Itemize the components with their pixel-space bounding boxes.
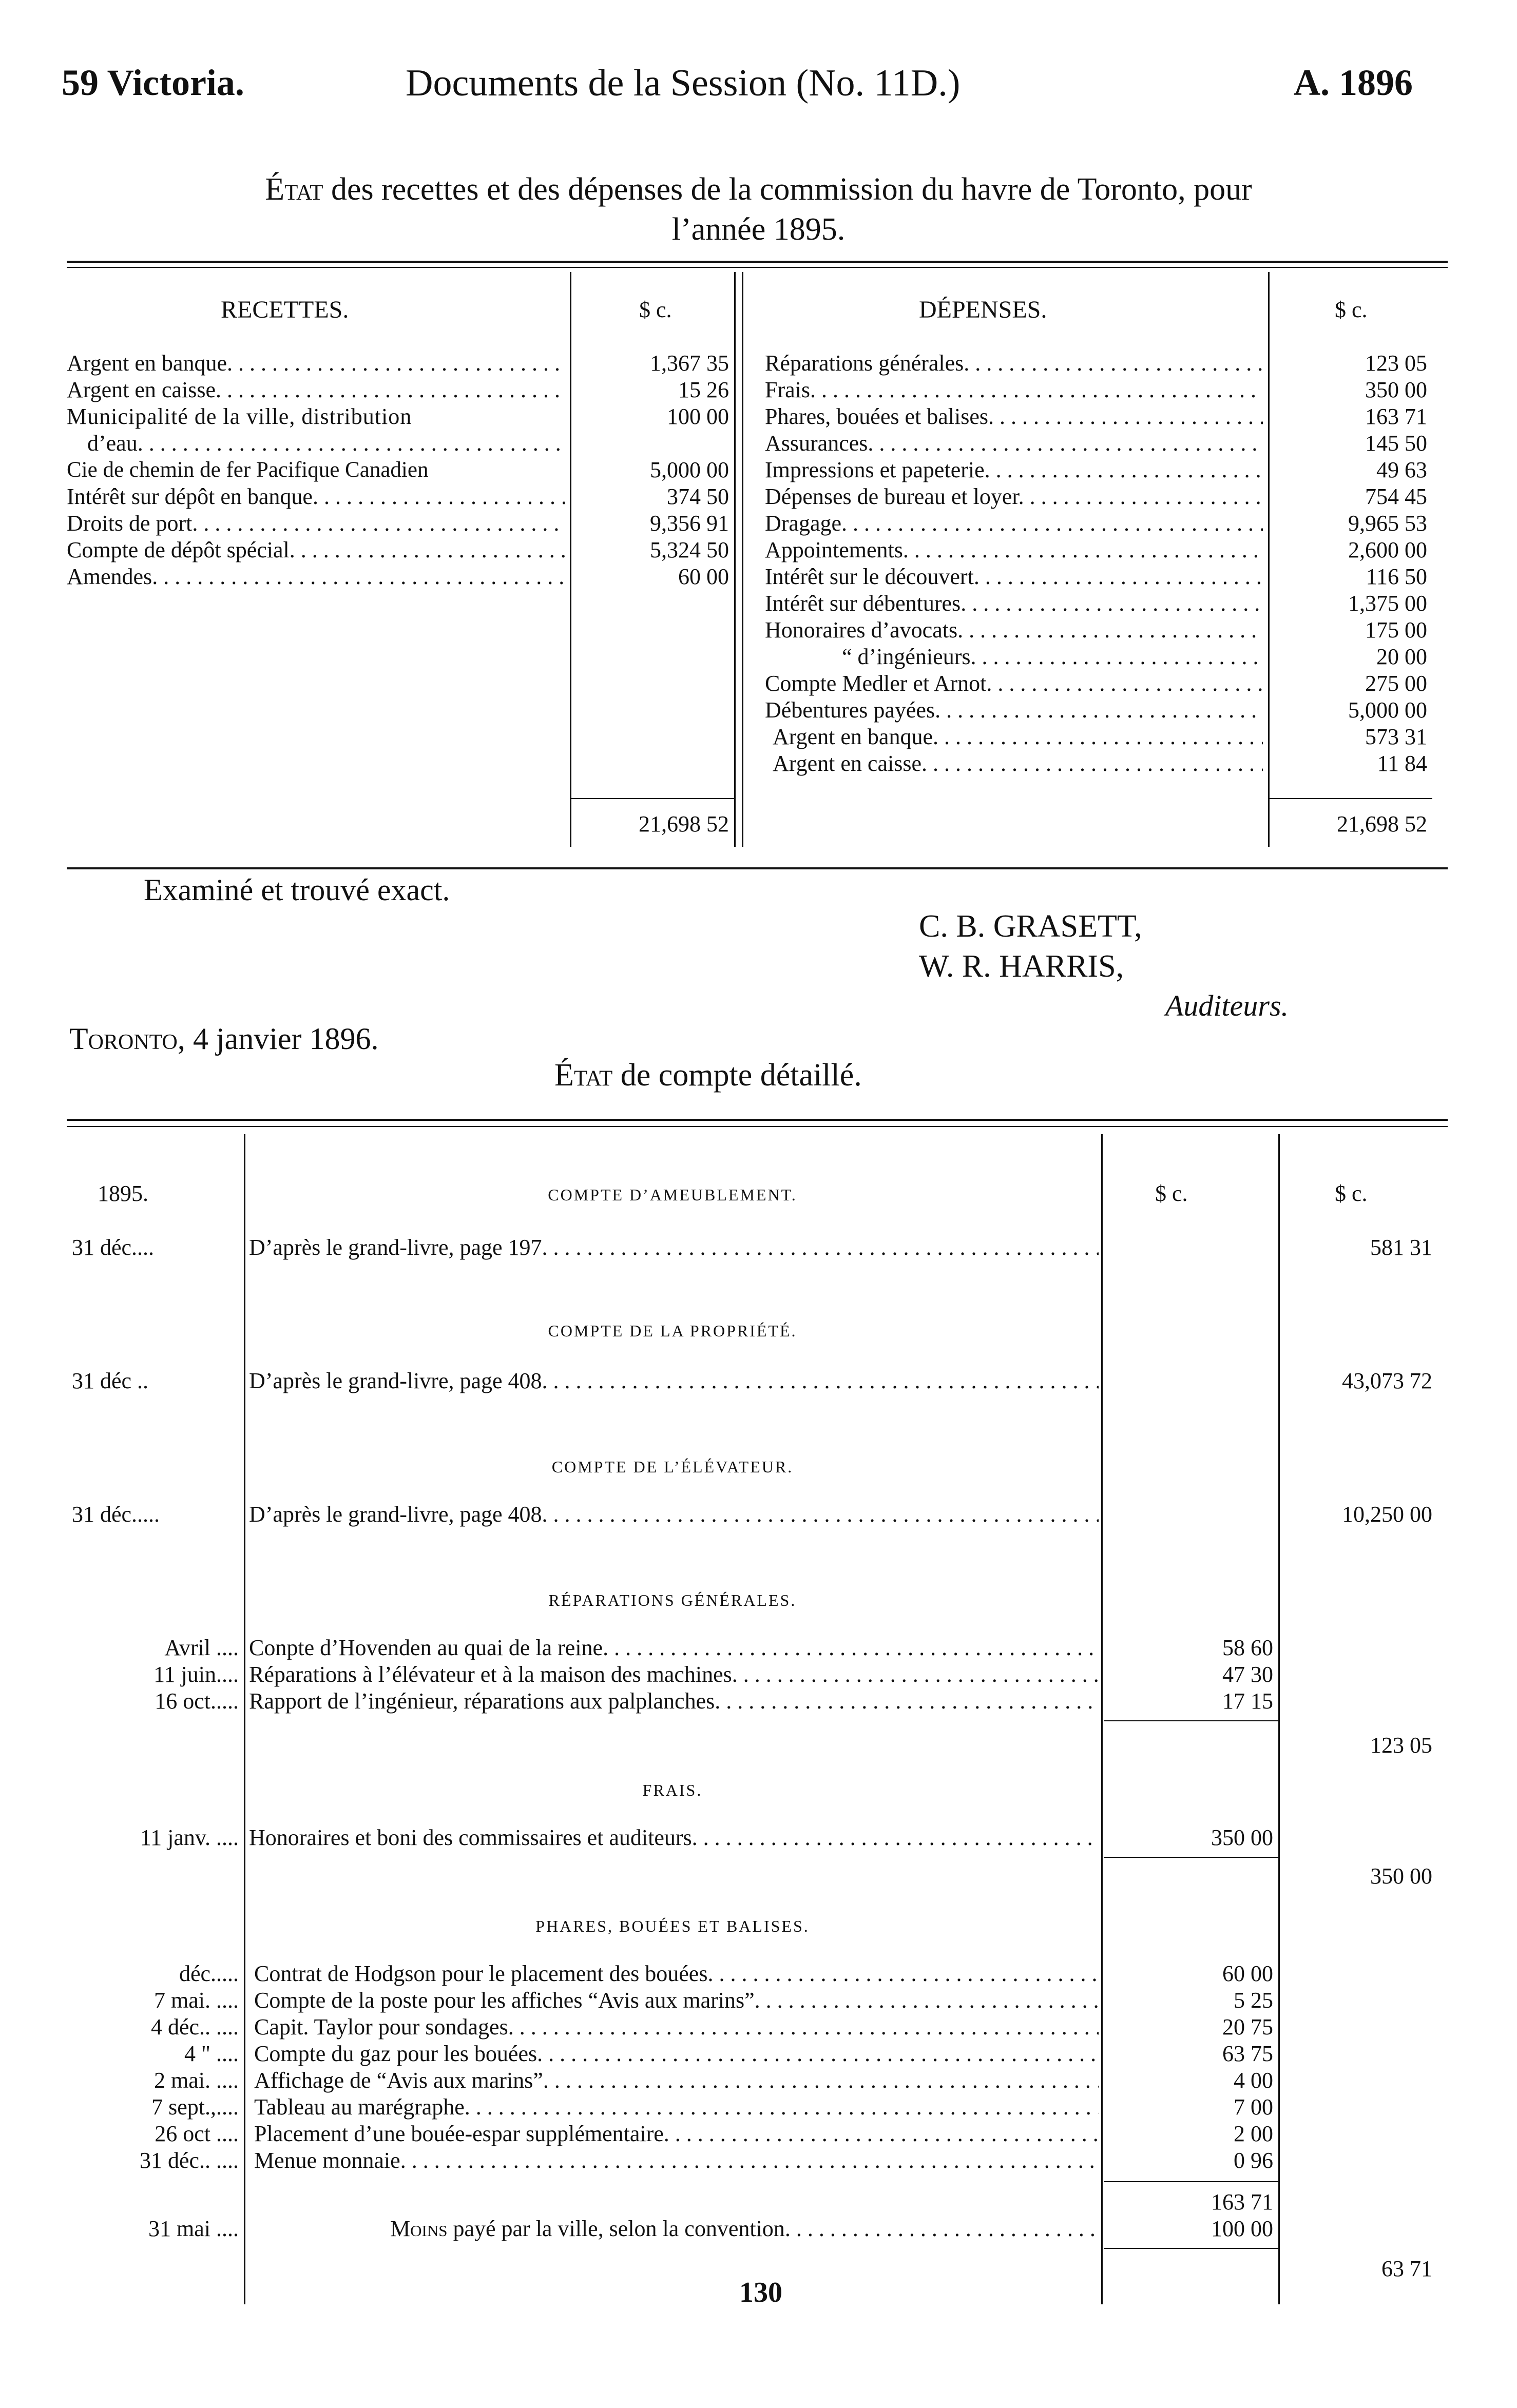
detail-entry: Conpte d’Hovenden au quai de la reine . . . (249, 1635, 1099, 1661)
detail-entry: Rapport de l’ingénieur, réparations aux palplanches . . . (249, 1688, 1099, 1715)
detail-total: 43,073 72 (1342, 1368, 1432, 1393)
recettes-row: Municipalité de la ville, distribution (67, 404, 412, 429)
depenses-row: Assurances . . . (765, 430, 1263, 457)
phares-subtotal-rule (1104, 2181, 1278, 2182)
summary-col-rule-2 (734, 272, 736, 847)
section-heading-elevateur: COMPTE DE L’ÉLÉVATEUR. (551, 1458, 794, 1476)
section-total-frais: 350 00 (1370, 1863, 1432, 1889)
depenses-amount: 123 05 (1365, 351, 1427, 376)
depenses-currency-heading: $ c. (1335, 297, 1368, 322)
detail-top-rule-2 (67, 1126, 1448, 1127)
auditor-name-2: W. R. HARRIS, (919, 949, 1124, 984)
recettes-amount: 60 00 (678, 564, 729, 589)
depenses-amount: 20 00 (1376, 644, 1427, 669)
section-heading-ameublement: COMPTE D’AMEUBLEMENT. (548, 1186, 797, 1204)
recettes-currency-heading: $ c. (639, 297, 672, 322)
depenses-row: Réparations générales . . . (765, 350, 1263, 377)
depenses-amount: 116 50 (1366, 564, 1427, 589)
title-rest: des recettes et des dépenses de la commission du havre de Toronto, pour (323, 172, 1252, 207)
depenses-amount: 9,965 53 (1348, 511, 1427, 536)
depenses-amount: 754 45 (1365, 484, 1427, 509)
section-heading-reparations: RÉPARATIONS GÉNÉRALES. (548, 1591, 797, 1609)
depenses-row: Frais . . . (765, 377, 1263, 403)
recettes-row: Droits de port . . . (67, 510, 565, 537)
detail-amount: 7 00 (1234, 2094, 1273, 2120)
detail-amount: 47 30 (1222, 1662, 1273, 1687)
phares-subtotal: 163 71 (1211, 2189, 1273, 2215)
detail-total: 581 31 (1370, 1235, 1432, 1260)
detail-amount: 60 00 (1222, 1961, 1273, 1986)
recettes-row: Intérêt sur dépôt en banque . . . (67, 483, 565, 510)
recettes-amount: 100 00 (667, 404, 729, 429)
examined-statement: Examiné et trouvé exact. (144, 873, 450, 907)
depenses-amount: 175 00 (1365, 617, 1427, 643)
detail-amount: 5 25 (1234, 1988, 1273, 2013)
place-name: Toronto (69, 1022, 178, 1056)
depenses-amount: 49 63 (1376, 457, 1427, 482)
date-text: , 4 janvier 1896. (177, 1022, 379, 1056)
recettes-amount: 1,367 35 (650, 351, 729, 376)
summary-bottom-rule (67, 867, 1448, 869)
summary-col-rule-4 (1268, 272, 1270, 847)
depenses-row: Compte Medler et Arnot . . . (765, 670, 1263, 697)
depenses-row: Intérêt sur le découvert . . . (765, 564, 1263, 590)
detail-entry: Compte du gaz pour les bouées . . . (254, 2041, 1099, 2067)
detail-title (554, 1057, 862, 1094)
recettes-row: Argent en banque . . . (67, 350, 565, 377)
summary-top-rule (67, 261, 1448, 263)
detail-amount: 63 75 (1222, 2041, 1273, 2066)
depenses-amount: 5,000 00 (1348, 697, 1427, 723)
recettes-amount: 5,000 00 (650, 457, 729, 482)
recettes-row: Cie de chemin de fer Pacifique Canadien (67, 458, 429, 482)
detail-date: 4 déc.. .... (150, 2014, 239, 2040)
detail-entry: Menue monnaie . . . (254, 2147, 1099, 2174)
detail-amount-column-rule (1101, 1134, 1103, 2304)
recettes-heading: RECETTES. (221, 296, 349, 323)
detail-amount: 350 00 (1211, 1825, 1273, 1850)
recettes-amount: 9,356 91 (650, 511, 729, 536)
phares-net-rule (1104, 2248, 1278, 2249)
detail-date: 11 juin.... (153, 1662, 239, 1687)
section-total-phares: 63 71 (1381, 2256, 1432, 2281)
section-total-reparations: 123 05 (1370, 1733, 1432, 1758)
depenses-row: Appointements . . . (765, 537, 1263, 564)
recettes-amount: 374 50 (667, 484, 729, 509)
recettes-row-continued: d’eau . . . (87, 430, 565, 457)
header-document-title: Documents de la Session (No. 11D.) (406, 62, 961, 104)
depenses-row: Impressions et papeterie . . . (765, 457, 1263, 483)
depenses-row: Dragage . . . (765, 510, 1263, 537)
section-heading-frais: FRAIS. (642, 1781, 703, 1799)
detail-total-currency-heading: $ c. (1335, 1181, 1368, 1206)
section-heading-phares: PHARES, BOUÉES ET BALISES. (535, 1917, 810, 1935)
recettes-amount: 15 26 (678, 377, 729, 402)
recettes-row: Amendes . . . (67, 564, 565, 590)
depenses-amount: 350 00 (1365, 377, 1427, 402)
less-paid-by-city-entry: Moins payé par la ville, selon la convention . . . (390, 2216, 1099, 2242)
detail-entry: Affichage de “Avis aux marins” . . . (254, 2067, 1099, 2094)
detail-entry: Honoraires et boni des commissaires et auditeurs . . . (249, 1824, 1099, 1851)
depenses-amount: 2,600 00 (1348, 537, 1427, 562)
recettes-row: Compte de dépôt spécial . . . (67, 537, 565, 564)
detail-top-rule (67, 1119, 1448, 1121)
depenses-amount: 145 50 (1365, 431, 1427, 456)
detail-date: 7 sept.,.... (151, 2094, 239, 2120)
place-and-date (69, 1021, 378, 1057)
detail-date: 31 déc .. (72, 1368, 149, 1393)
depenses-row: Argent en caisse . . . (773, 750, 1263, 777)
depenses-row: Dépenses de bureau et loyer . . . (765, 483, 1263, 510)
depenses-row: Argent en banque . . . (773, 724, 1263, 750)
recettes-amount: 5,324 50 (650, 537, 729, 562)
statement-title-line2: l’année 1895. (671, 212, 846, 247)
detail-entry: D’après le grand-livre, page 408 . . . (249, 1368, 1099, 1394)
header-session-volume: 59 Victoria. (62, 62, 244, 103)
detail-amount: 20 75 (1222, 2014, 1273, 2040)
depenses-amount: 275 00 (1365, 671, 1427, 696)
title-etat: État (265, 172, 323, 207)
depenses-amount: 11 84 (1377, 751, 1427, 776)
depenses-row: “ d’ingénieurs . . . (842, 644, 1263, 670)
depenses-row: Honoraires d’avocats . . . (765, 617, 1263, 644)
detail-date: déc..... (179, 1961, 239, 1986)
detail-date: 31 mai .... (148, 2216, 239, 2241)
detail-amount: 17 15 (1222, 1688, 1273, 1714)
detail-title-rest: de compte détaillé. (612, 1058, 862, 1093)
frais-subtotal-rule (1104, 1857, 1278, 1858)
detail-entry: D’après le grand-livre, page 197 . . . (249, 1234, 1099, 1261)
detail-entry: Contrat de Hodgson pour le placement des bouées . . . (254, 1960, 1099, 1987)
depenses-amount: 1,375 00 (1348, 591, 1427, 616)
detail-entry: D’après le grand-livre, page 408 . . . (249, 1501, 1099, 1528)
depenses-amount: 573 31 (1365, 724, 1427, 749)
detail-entry: Placement d’une bouée-espar supplémentaire . . . (254, 2121, 1099, 2147)
auditor-name-1: C. B. GRASETT, (919, 909, 1142, 944)
statement-title-line1 (0, 169, 1517, 209)
detail-date: 31 déc..... (72, 1502, 160, 1527)
summary-col-rule-1 (570, 272, 571, 847)
reparations-subtotal-rule (1104, 1720, 1278, 1721)
depenses-total: 21,698 52 (1337, 811, 1427, 837)
detail-year: 1895. (98, 1181, 148, 1206)
detail-entry: Compte de la poste pour les affiches “Avis aux marins” . . . (254, 1987, 1099, 2014)
detail-amount: 0 96 (1234, 2148, 1273, 2173)
detail-date: 16 oct..... (155, 1688, 239, 1714)
auditors-title: Auditeurs. (1165, 989, 1289, 1022)
detail-amount: 2 00 (1234, 2121, 1273, 2146)
depenses-row: Débentures payées . . . (765, 697, 1263, 724)
detail-date: 31 déc.. .... (139, 2148, 239, 2173)
detail-date: 2 mai. .... (154, 2068, 239, 2093)
depenses-total-rule (1268, 798, 1432, 799)
depenses-heading: DÉPENSES. (919, 296, 1047, 323)
detail-date: 7 mai. .... (154, 1988, 239, 2013)
header-year: A. 1896 (1294, 62, 1413, 103)
detail-date-column-rule (244, 1134, 245, 2304)
summary-top-rule-2 (67, 267, 1448, 268)
recettes-total-rule (570, 798, 734, 799)
detail-date: 26 oct .... (155, 2121, 239, 2146)
section-heading-propriete: COMPTE DE LA PROPRIÉTÉ. (548, 1322, 797, 1340)
detail-entry: Capit. Taylor pour sondages . . . (254, 2014, 1099, 2041)
summary-col-rule-3 (742, 272, 743, 847)
page-number: 130 (739, 2277, 782, 2308)
detail-total-column-rule (1278, 1134, 1280, 2304)
less-paid-amount: 100 00 (1211, 2216, 1273, 2241)
detail-date: 11 janv. .... (140, 1825, 239, 1850)
depenses-amount: 163 71 (1365, 404, 1427, 429)
depenses-row: Phares, bouées et balises . . . (765, 403, 1263, 430)
detail-date: 31 déc.... (72, 1235, 155, 1260)
detail-title-etat: État (554, 1058, 613, 1093)
detail-entry: Tableau au marégraphe . . . (254, 2094, 1099, 2121)
detail-date: Avril .... (164, 1635, 239, 1660)
detail-amount-currency-heading: $ c. (1155, 1181, 1188, 1206)
detail-total: 10,250 00 (1342, 1502, 1432, 1527)
recettes-row: Argent en caisse . . . (67, 377, 565, 403)
detail-entry: Réparations à l’élévateur et à la maison des machines . . . (249, 1661, 1099, 1688)
depenses-row: Intérêt sur débentures . . . (765, 590, 1263, 617)
detail-amount: 58 60 (1222, 1635, 1273, 1660)
detail-date: 4 " .... (184, 2041, 239, 2066)
recettes-total: 21,698 52 (639, 811, 729, 837)
detail-amount: 4 00 (1234, 2068, 1273, 2093)
